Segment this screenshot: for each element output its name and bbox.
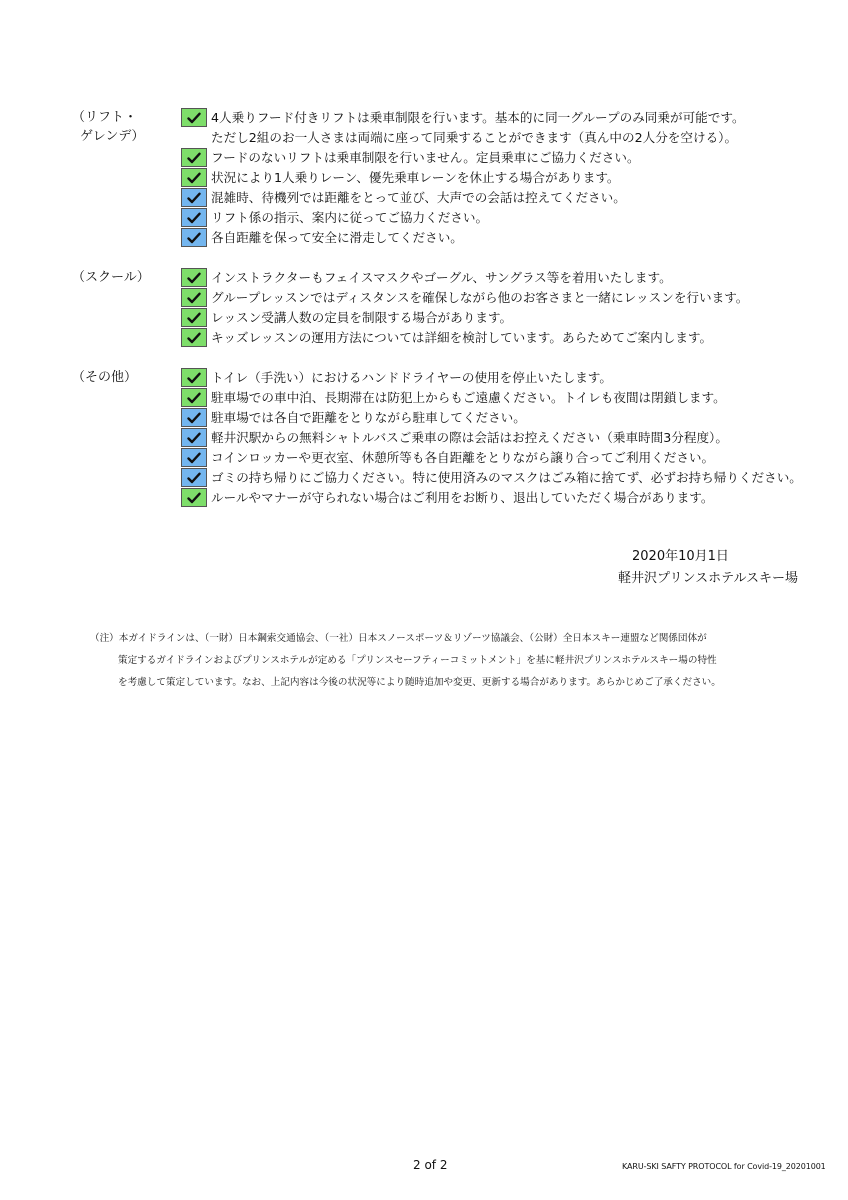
item-text: リフト係の指示、案内に従ってご協力ください。	[211, 210, 489, 225]
checkmark-icon	[187, 212, 201, 224]
checkbox[interactable]	[181, 268, 207, 287]
checkmark-icon	[187, 452, 201, 464]
item-text: レッスン受講人数の定員を制限する場合があります。	[211, 310, 513, 325]
checkbox[interactable]	[181, 488, 207, 507]
page-number: 2 of 2	[413, 1158, 448, 1172]
checkbox[interactable]	[181, 388, 207, 407]
item-text-continuation: ただし2組のお一人さまは両端に座って同乗することができます（真ん中の2人分を空ける）。	[211, 130, 738, 145]
checkbox[interactable]	[181, 168, 207, 187]
document-footer: KARU-SKI SAFTY PROTOCOL for Covid-19_20201001	[622, 1162, 826, 1171]
checkmark-icon	[187, 292, 201, 304]
issue-date: 2020年10月1日	[632, 549, 729, 564]
category-label	[72, 268, 150, 287]
item-text: トイレ（手洗い）におけるハンドドライヤーの使用を停止いたします。	[211, 370, 612, 385]
checkmark-icon	[187, 472, 201, 484]
checkbox[interactable]	[181, 368, 207, 387]
checkmark-icon	[187, 272, 201, 284]
footnote-line: 策定するガイドラインおよびプリンスホテルが定める「プリンスセーフティーコミットメント」を基に軽井沢プリンスホテルスキー場の特性	[118, 655, 717, 666]
item-text: グループレッスンではディスタンスを確保しながら他のお客さまと一緒にレッスンを行います。	[211, 290, 749, 305]
checkbox[interactable]	[181, 188, 207, 207]
category-label	[72, 108, 144, 146]
checkmark-icon	[187, 432, 201, 444]
item-text: 軽井沢駅からの無料シャトルバスご乗車の際は会話はお控えください（乗車時間3分程度）。	[211, 430, 728, 445]
checkbox[interactable]	[181, 148, 207, 167]
checkmark-icon	[187, 232, 201, 244]
item-text: 4人乗りフード付きリフトは乗車制限を行います。基本的に同一グループのみ同乗が可能です。	[211, 110, 745, 125]
item-text: 駐車場では各自で距離をとりながら駐車してください。	[211, 410, 526, 425]
category-label	[72, 368, 137, 387]
checkbox[interactable]	[181, 288, 207, 307]
checkbox[interactable]	[181, 228, 207, 247]
organization-name: 軽井沢プリンスホテルスキー場	[618, 571, 799, 586]
item-text: キッズレッスンの運用方法については詳細を検討しています。あらためてご案内します。	[211, 330, 713, 345]
item-text: ルールやマナーが守られない場合はご利用をお断り、退出していただく場合があります。	[211, 490, 714, 505]
checkmark-icon	[187, 192, 201, 204]
checkmark-icon	[187, 152, 201, 164]
item-text: 駐車場での車中泊、長期滞在は防犯上からもご遠慮ください。トイレも夜間は閉鎖します。	[211, 390, 726, 405]
item-text: インストラクターもフェイスマスクやゴーグル、サングラス等を着用いたします。	[211, 270, 672, 285]
category-line2: ゲレンデ）	[80, 129, 145, 144]
item-text: コインロッカーや更衣室、休憩所等も各自距離をとりながら譲り合ってご利用ください。	[211, 450, 715, 465]
checkmark-icon	[187, 372, 201, 384]
item-text: 状況により1人乗りレーン、優先乗車レーンを休止する場合があります。	[211, 170, 620, 185]
checkbox[interactable]	[181, 468, 207, 487]
checkmark-icon	[187, 412, 201, 424]
checkmark-icon	[187, 392, 201, 404]
footnote-line: （注）本ガイドラインは、（一財）日本鋼索交通協会、（一社）日本スノースポーツ＆リゾーツ協議会、（公財）全日本スキー連盟など関係団体が	[90, 633, 707, 644]
checkmark-icon	[187, 112, 201, 124]
checkmark-icon	[187, 332, 201, 344]
checkbox[interactable]	[181, 108, 207, 127]
checkmark-icon	[187, 172, 201, 184]
checkmark-icon	[187, 492, 201, 504]
footnote-line: を考慮して策定しています。なお、上記内容は今後の状況等により随時追加や変更、更新する場合があります。あらかじめご了承ください。	[118, 677, 721, 688]
footnote	[90, 628, 721, 694]
checkbox[interactable]	[181, 308, 207, 327]
item-text: ゴミの持ち帰りにご協力ください。特に使用済みのマスクはごみ箱に捨てず、必ずお持ち帰りください。	[211, 470, 802, 485]
checkbox[interactable]	[181, 448, 207, 467]
category-line1: （リフト・	[72, 110, 138, 125]
checkbox[interactable]	[181, 408, 207, 427]
checkbox[interactable]	[181, 428, 207, 447]
item-text: 混雑時、待機列では距離をとって並び、大声での会話は控えてください。	[211, 190, 626, 205]
category-line1: （その他）	[72, 370, 138, 385]
checkbox[interactable]	[181, 328, 207, 347]
checkbox[interactable]	[181, 208, 207, 227]
item-text: 各自距離を保って安全に滑走してください。	[211, 230, 463, 245]
item-text: フードのないリフトは乗車制限を行いません。定員乗車にご協力ください。	[211, 150, 640, 165]
category-line1: （スクール）	[72, 270, 150, 285]
checkmark-icon	[187, 312, 201, 324]
